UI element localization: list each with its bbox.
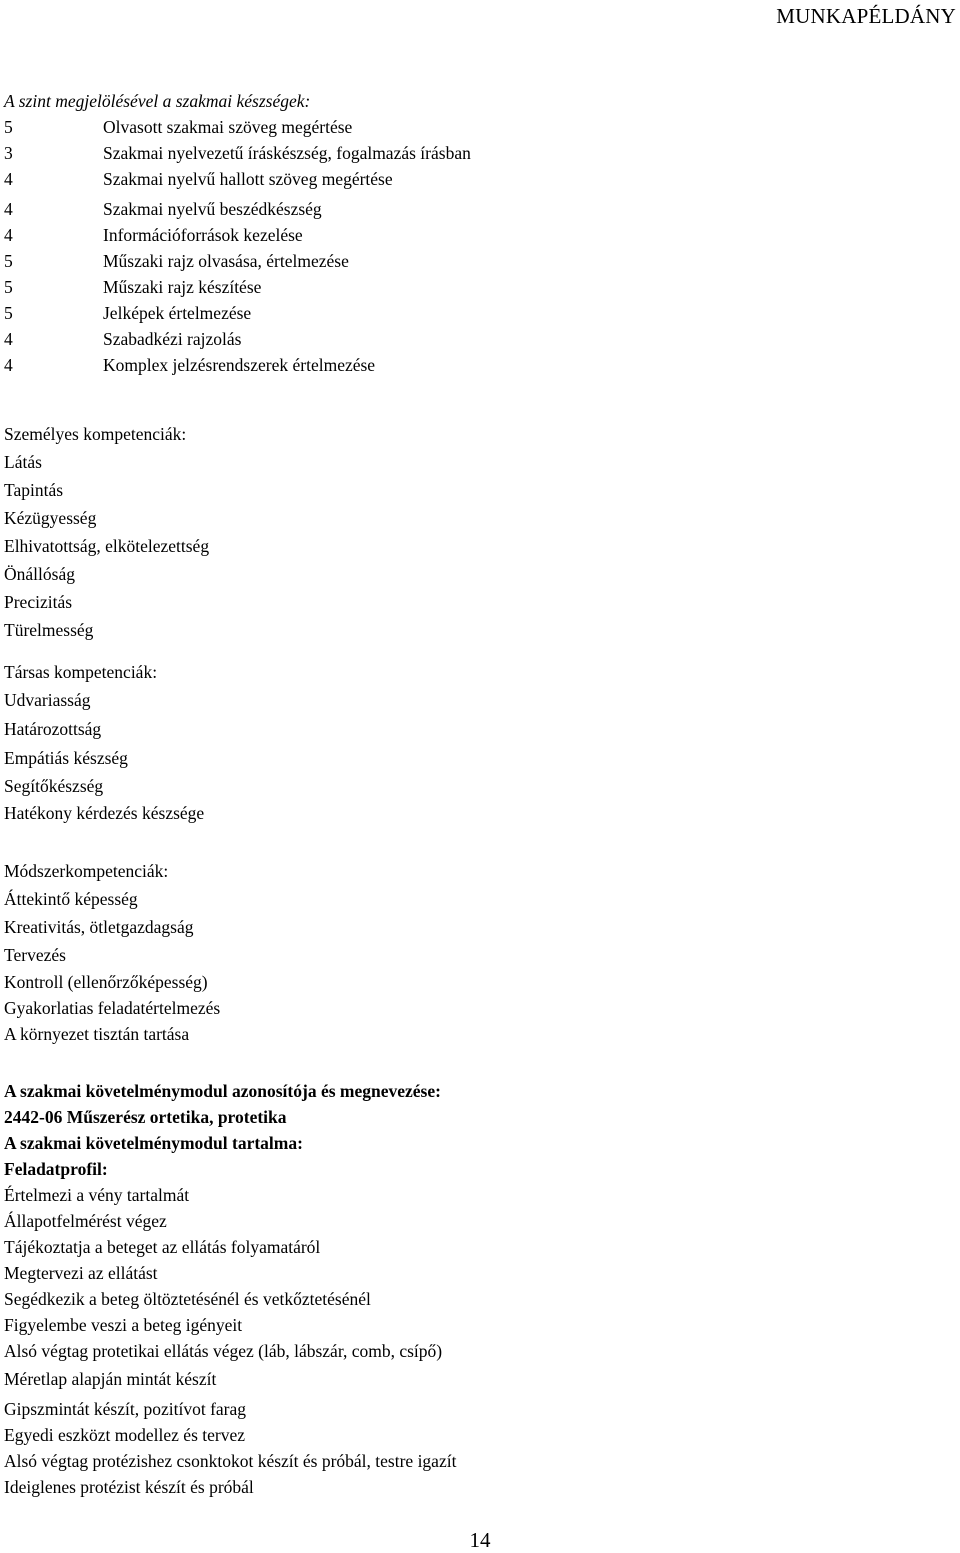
skill-row [4, 248, 956, 274]
task-item: Ideiglenes protézist készít és próbál [4, 1477, 254, 1497]
task-item: Alsó végtag protetikai ellátás végez (láb, lábszár, comb, csípő) [4, 1341, 443, 1361]
list-item: Elhivatottság, elkötelezettség [4, 536, 210, 556]
skill-row [4, 166, 956, 192]
skill-level: 4 [4, 329, 13, 349]
list-item: Áttekintő képesség [4, 889, 138, 909]
skill-label: Komplex jelzésrendszerek értelmezése [103, 355, 376, 375]
task-item: Méretlap alapján mintát készít [4, 1369, 217, 1389]
list-item: Kontroll (ellenőrzőképesség) [4, 972, 208, 992]
task-item: Tájékoztatja a beteget az ellátás folyamatáról [4, 1237, 321, 1257]
list-item: Hatékony kérdezés készsége [4, 803, 205, 823]
method-competencies-section [4, 858, 956, 1047]
profile-heading: Feladatprofil: [4, 1159, 108, 1179]
skill-row [4, 274, 956, 300]
page-number: 14 [469, 1528, 491, 1552]
list-item: Tapintás [4, 480, 64, 500]
skill-row [4, 140, 956, 166]
skill-label: Szakmai nyelvezetű íráskészség, fogalmazás írásban [103, 143, 471, 163]
skill-label: Olvasott szakmai szöveg megértése [103, 117, 353, 137]
task-item: Gipszmintát készít, pozitívot farag [4, 1399, 247, 1419]
skill-level: 5 [4, 303, 13, 323]
skill-level: 4 [4, 169, 13, 189]
skill-label: Szakmai nyelvű hallott szöveg megértése [103, 169, 393, 189]
list-item: Segítőkészség [4, 776, 104, 796]
skill-label: Műszaki rajz készítése [103, 277, 262, 297]
module-section [4, 1078, 956, 1500]
skill-label: Műszaki rajz olvasása, értelmezése [103, 251, 349, 271]
skill-level: 5 [4, 251, 13, 271]
module-id-heading: A szakmai követelménymodul azonosítója és megnevezése: [4, 1081, 441, 1101]
list-item: A környezet tisztán tartása [4, 1024, 190, 1044]
skill-row [4, 196, 956, 222]
skill-label: Információforrások kezelése [103, 225, 303, 245]
list-item: Kreativitás, ötletgazdagság [4, 917, 194, 937]
social-heading: Társas kompetenciák: [4, 662, 158, 682]
list-item: Precizitás [4, 592, 73, 612]
list-item: Határozottság [4, 719, 102, 739]
task-item: Értelmezi a vény tartalmát [4, 1185, 190, 1205]
skill-level: 4 [4, 225, 13, 245]
list-item: Türelmesség [4, 620, 94, 640]
personal-competencies-section [4, 420, 956, 644]
task-item: Alsó végtag protézishez csonktokot készít és próbál, testre igazít [4, 1451, 457, 1471]
skill-row [4, 300, 956, 326]
skills-section [4, 88, 956, 378]
list-item: Udvariasság [4, 690, 91, 710]
social-competencies-section [4, 658, 956, 827]
task-item: Állapotfelmérést végez [4, 1211, 167, 1231]
list-item: Tervezés [4, 945, 66, 965]
task-item: Egyedi eszközt modellez és tervez [4, 1425, 246, 1445]
skill-row [4, 352, 956, 378]
skill-level: 5 [4, 117, 13, 137]
document-header: MUNKAPÉLDÁNY [776, 4, 956, 28]
skill-level: 4 [4, 355, 13, 375]
module-id-value: 2442-06 Műszerész ortetika, protetika [4, 1107, 287, 1127]
module-content-heading: A szakmai követelménymodul tartalma: [4, 1133, 303, 1153]
list-item: Empátiás készség [4, 748, 128, 768]
skill-level: 4 [4, 199, 13, 219]
list-item: Gyakorlatias feladatértelmezés [4, 998, 221, 1018]
task-item: Megtervezi az ellátást [4, 1263, 158, 1283]
task-item: Figyelembe veszi a beteg igényeit [4, 1315, 243, 1335]
skill-level: 5 [4, 277, 13, 297]
personal-heading: Személyes kompetenciák: [4, 424, 187, 444]
skill-row [4, 326, 956, 352]
skill-label: Szabadkézi rajzolás [103, 329, 242, 349]
skill-label: Szakmai nyelvű beszédkészség [103, 199, 322, 219]
task-item: Segédkezik a beteg öltöztetésénél és vetkőztetésénél [4, 1289, 371, 1309]
list-item: Látás [4, 452, 42, 472]
method-heading: Módszerkompetenciák: [4, 861, 169, 881]
skills-heading: A szint megjelölésével a szakmai készségek: [4, 91, 311, 111]
list-item: Önállóság [4, 564, 75, 584]
list-item: Kézügyesség [4, 508, 97, 528]
skill-level: 3 [4, 143, 13, 163]
skill-label: Jelképek értelmezése [103, 303, 252, 323]
skill-row [4, 222, 956, 248]
skill-row [4, 114, 956, 140]
